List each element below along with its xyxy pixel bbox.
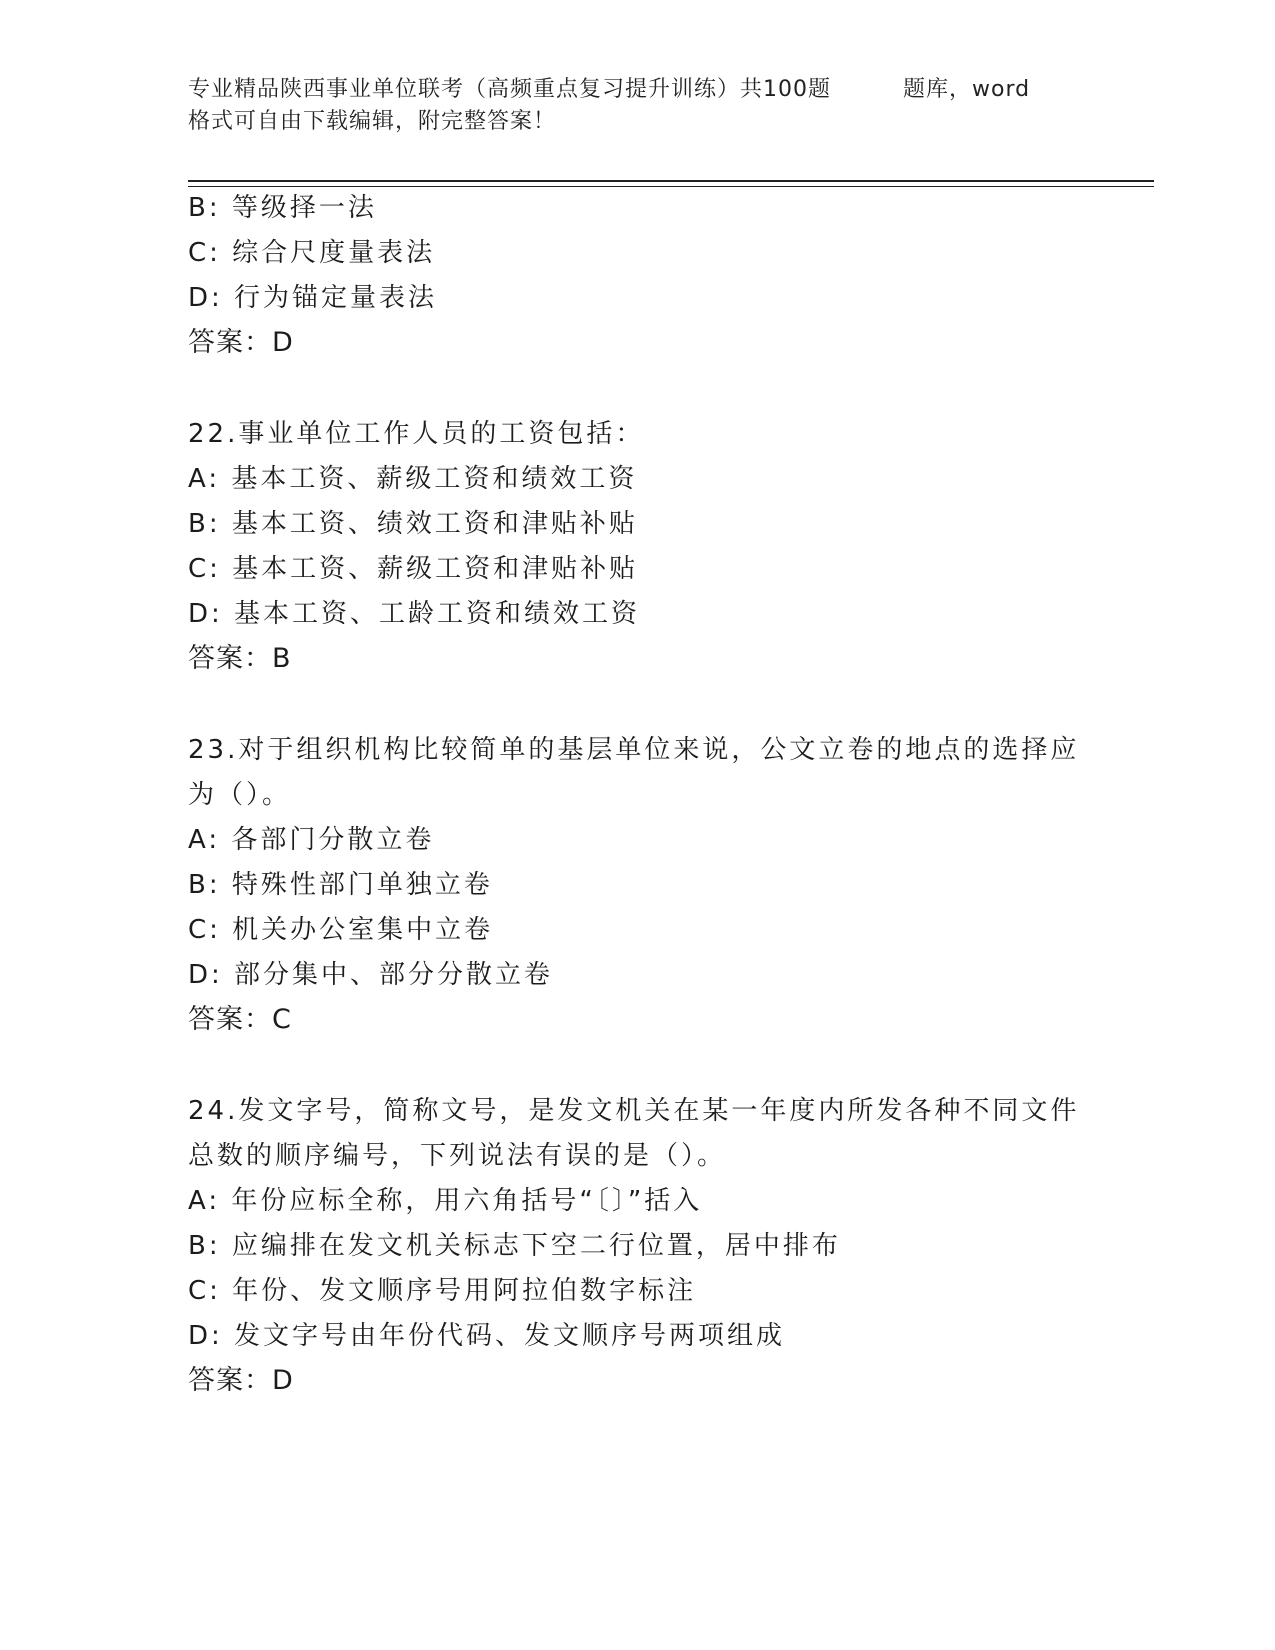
- q24-option-d: D: 发文字号由年份代码、发文顺序号两项组成: [188, 1321, 786, 1351]
- page-header: [188, 74, 1088, 138]
- q24-answer: 答案：D: [188, 1365, 294, 1396]
- header-divider-thin: [188, 186, 1154, 187]
- q22-stem: 22.事业单位工作人员的工资包括：: [188, 419, 645, 449]
- header-line-2: 格式可自由下载编辑，附完整答案！: [188, 109, 557, 134]
- q24-option-a: A: 年份应标全称，用六角括号“〔〕”括入: [188, 1186, 703, 1216]
- q24-stem-line-1: 24.发文字号，简称文号，是发文机关在某一年度内所发各种不同文件: [188, 1096, 1080, 1126]
- q21-option-d: D: 行为锚定量表法: [188, 283, 438, 313]
- q21-answer: 答案：D: [188, 327, 294, 358]
- q22-option-b: B: 基本工资、绩效工资和津贴补贴: [188, 509, 638, 539]
- q21-option-c: C: 综合尺度量表法: [188, 238, 436, 268]
- q23-answer: 答案：C: [188, 1004, 292, 1035]
- header-divider-thick: [188, 180, 1154, 182]
- q22-answer: 答案：B: [188, 643, 292, 674]
- q22-option-c: C: 基本工资、薪级工资和津贴补贴: [188, 554, 639, 584]
- q24-option-c: C: 年份、发文顺序号用阿拉伯数字标注: [188, 1276, 697, 1306]
- q23-option-a: A: 各部门分散立卷: [188, 825, 435, 855]
- q22-option-d: D: 基本工资、工龄工资和绩效工资: [188, 599, 641, 629]
- q24-option-b: B: 应编排在发文机关标志下空二行位置，居中排布: [188, 1231, 841, 1261]
- q23-option-d: D: 部分集中、部分分散立卷: [188, 960, 554, 990]
- q21-option-b: B: 等级择一法: [188, 193, 377, 223]
- header-line-1: [188, 74, 1088, 106]
- q24-stem-line-2: 总数的顺序编号，下列说法有误的是（）。: [188, 1141, 727, 1171]
- q22-option-a: A: 基本工资、薪级工资和绩效工资: [188, 464, 638, 494]
- q23-stem-line-2: 为（）。: [188, 780, 292, 810]
- q23-option-b: B: 特殊性部门单独立卷: [188, 870, 493, 900]
- q23-stem-line-1: 23.对于组织机构比较简单的基层单位来说，公文立卷的地点的选择应: [188, 735, 1080, 765]
- header-title-part2: 题库，word: [903, 77, 1031, 102]
- header-title-part1: 专业精品陕西事业单位联考（高频重点复习提升训练）共100题: [188, 77, 831, 102]
- q23-option-c: C: 机关办公室集中立卷: [188, 915, 494, 945]
